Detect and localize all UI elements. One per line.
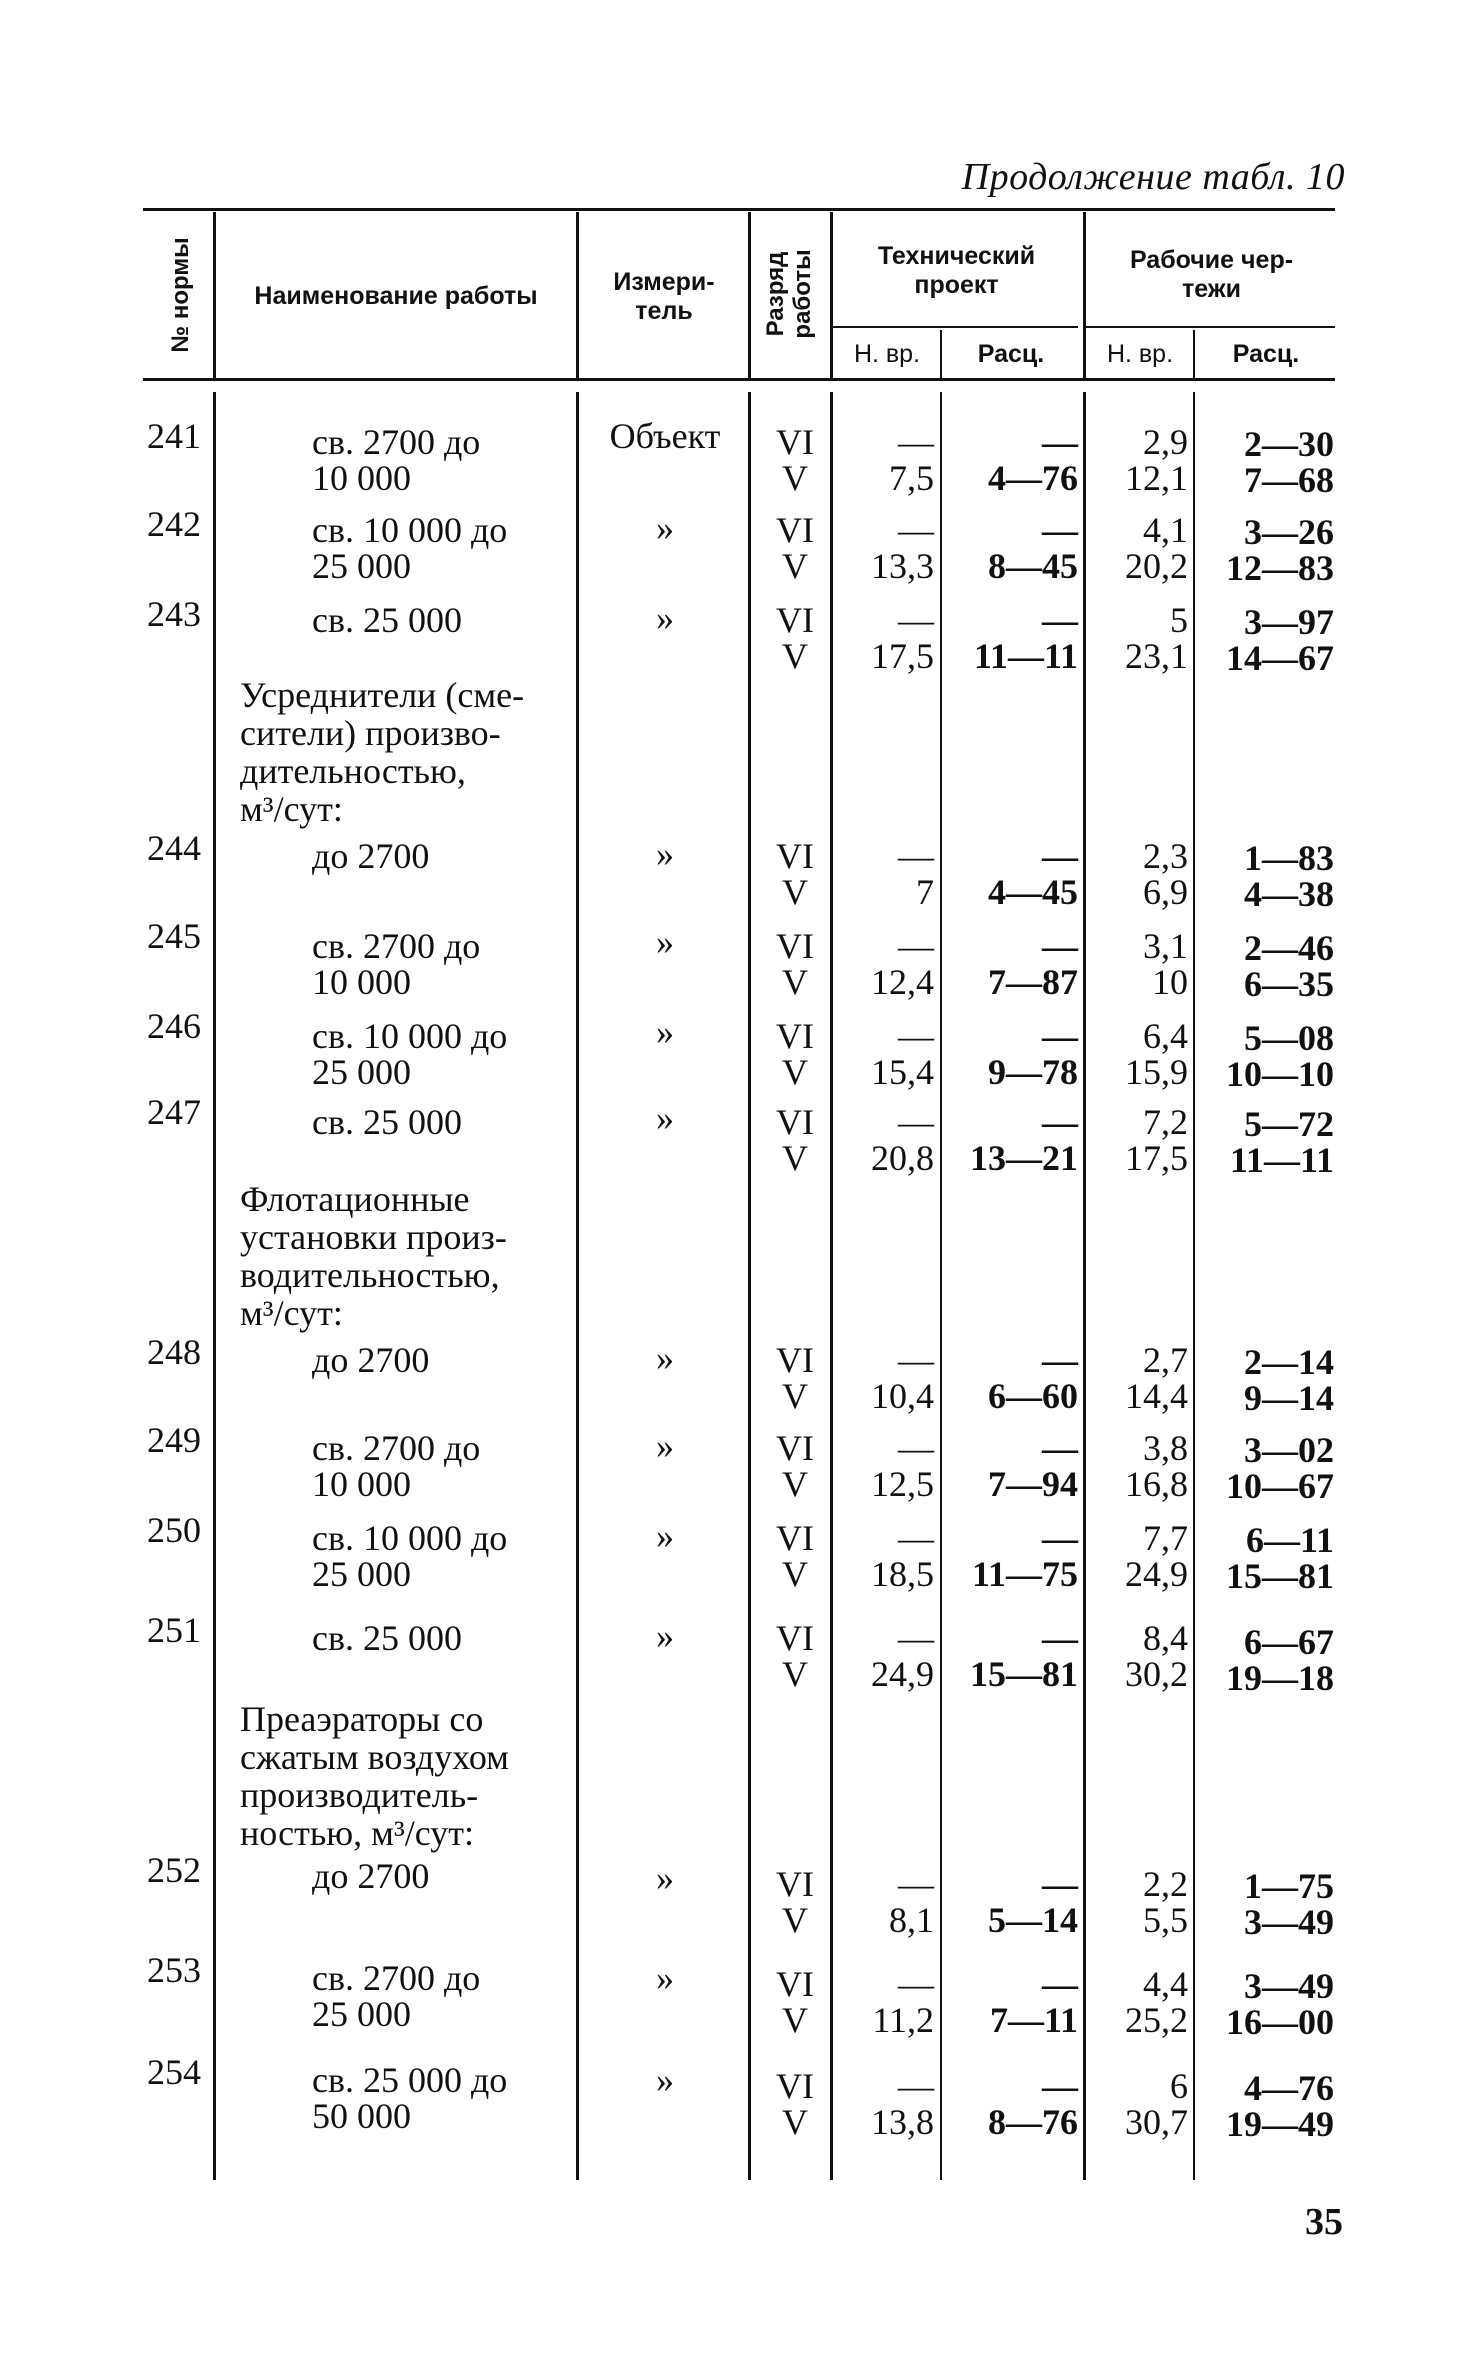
row-unit: Объект xyxy=(609,416,721,456)
row-name: до 2700 xyxy=(312,1856,430,1896)
row-tech-norm: — 7 xyxy=(898,836,934,912)
header-work-norm: Н. вр. xyxy=(1106,340,1174,368)
page-number: 35 xyxy=(1305,2201,1343,2243)
row-work-norm: 6,4 15,9 xyxy=(1125,1016,1188,1092)
row-work-norm: 3,1 10 xyxy=(1143,926,1188,1002)
row-unit: » xyxy=(656,1012,674,1052)
row-tech-rate: — 7—11 xyxy=(989,1964,1078,2040)
header-rank-line1: Разряд xyxy=(762,251,789,337)
row-tech-norm: — 10,4 xyxy=(871,1340,934,1416)
row-work-norm: 2,2 5,5 xyxy=(1143,1864,1188,1940)
row-work-norm: 7,2 17,5 xyxy=(1125,1102,1188,1178)
row-name: св. 2700 до 25 000 xyxy=(312,1958,481,2034)
row-tech-rate: — 11—75 xyxy=(971,1518,1078,1594)
row-work-norm: 7,7 24,9 xyxy=(1125,1518,1188,1594)
header-divider-3 xyxy=(748,212,751,378)
row-name: св. 25 000 xyxy=(312,1618,462,1658)
row-number: 244 xyxy=(147,828,201,868)
row-tech-rate: — 6—60 xyxy=(988,1340,1078,1416)
row-name: св. 10 000 до 25 000 xyxy=(312,1016,508,1092)
row-work-rate: 3—97 14—67 xyxy=(1226,602,1334,678)
row-work-rate: 1—83 4—38 xyxy=(1244,838,1334,914)
row-work-rate: 2—14 9—14 xyxy=(1244,1342,1334,1418)
header-tech-line1: Технический xyxy=(877,242,1036,270)
row-work-norm: 4,1 20,2 xyxy=(1125,510,1188,586)
row-number: 253 xyxy=(147,1950,201,1990)
header-work-line1: Рабочие чер- xyxy=(1129,246,1294,274)
header-divider-2 xyxy=(576,212,579,378)
row-tech-norm: — 18,5 xyxy=(871,1518,934,1594)
row-work-rate: 4—76 19—49 xyxy=(1226,2068,1334,2144)
row-unit: » xyxy=(656,1338,674,1378)
group-heading: Флотационные установки произ- водительностью, м³/сут: xyxy=(240,1179,507,1333)
row-work-norm: 2,7 14,4 xyxy=(1125,1340,1188,1416)
table-top-rule xyxy=(143,208,1335,211)
row-tech-norm: — 11,2 xyxy=(872,1964,934,2040)
row-tech-rate: — 4—45 xyxy=(988,836,1078,912)
row-work-norm: 2,9 12,1 xyxy=(1125,422,1188,498)
row-unit: » xyxy=(656,1958,674,1998)
row-work-rate: 1—75 3—49 xyxy=(1244,1866,1334,1942)
row-name: св. 10 000 до 25 000 xyxy=(312,1518,508,1594)
row-number: 243 xyxy=(147,594,201,634)
header-bottom-rule xyxy=(143,378,1335,381)
body-divider-1 xyxy=(213,392,216,2180)
row-tech-rate: — 15—81 xyxy=(970,1618,1078,1694)
body-divider-5 xyxy=(940,392,942,2180)
row-tech-rate: — 7—94 xyxy=(988,1428,1078,1504)
header-work-line2: тежи xyxy=(1182,275,1241,303)
row-name: св. 10 000 до 25 000 xyxy=(312,510,508,586)
row-ranks: VI V xyxy=(776,1618,814,1694)
header-sub-rule-tech xyxy=(833,326,1078,328)
row-name: до 2700 xyxy=(312,1340,430,1380)
row-tech-norm: — 8,1 xyxy=(889,1864,934,1940)
row-number: 245 xyxy=(147,916,201,956)
row-unit: » xyxy=(656,922,674,962)
row-number: 251 xyxy=(147,1610,201,1650)
row-tech-rate: — 8—45 xyxy=(988,510,1078,586)
row-work-norm: 3,8 16,8 xyxy=(1125,1428,1188,1504)
header-tech-line2: проект xyxy=(914,271,999,299)
row-work-rate: 6—67 19—18 xyxy=(1226,1622,1334,1698)
row-ranks: VI V xyxy=(776,600,814,676)
row-tech-norm: — 20,8 xyxy=(871,1102,934,1178)
row-tech-norm: — 7,5 xyxy=(889,422,934,498)
row-tech-norm: — 13,8 xyxy=(871,2066,934,2142)
row-work-rate: 3—49 16—00 xyxy=(1226,1966,1334,2042)
header-sub-divider-tech xyxy=(940,330,942,378)
row-unit: » xyxy=(656,1098,674,1138)
row-tech-norm: — 12,5 xyxy=(871,1428,934,1504)
row-ranks: VI V xyxy=(776,1864,814,1940)
row-name: св. 25 000 xyxy=(312,1102,462,1142)
row-number: 247 xyxy=(147,1092,201,1132)
row-ranks: VI V xyxy=(776,1428,814,1504)
row-tech-rate: — 9—78 xyxy=(988,1016,1078,1092)
header-unit-line2: тель xyxy=(635,297,693,325)
row-work-norm: 2,3 6,9 xyxy=(1143,836,1188,912)
body-divider-3 xyxy=(748,392,751,2180)
row-ranks: VI V xyxy=(776,1964,814,2040)
row-unit: » xyxy=(656,1516,674,1556)
header-tech-norm: Н. вр. xyxy=(853,340,921,368)
row-tech-norm: — 12,4 xyxy=(871,926,934,1002)
row-work-rate: 3—02 10—67 xyxy=(1226,1430,1334,1506)
row-work-norm: 4,4 25,2 xyxy=(1125,1964,1188,2040)
row-work-rate: 2—30 7—68 xyxy=(1244,424,1334,500)
header-divider-5 xyxy=(1083,212,1086,378)
row-number: 252 xyxy=(147,1850,201,1890)
row-ranks: VI V xyxy=(776,836,814,912)
row-unit: » xyxy=(656,2060,674,2100)
body-divider-7 xyxy=(1193,392,1195,2180)
row-number: 246 xyxy=(147,1006,201,1046)
row-work-rate: 2—46 6—35 xyxy=(1244,928,1334,1004)
row-tech-rate: — 5—14 xyxy=(988,1864,1078,1940)
row-work-norm: 6 30,7 xyxy=(1125,2066,1188,2142)
row-ranks: VI V xyxy=(776,422,814,498)
row-ranks: VI V xyxy=(776,2066,814,2142)
header-rank xyxy=(762,229,818,359)
group-heading: Преаэраторы со сжатым воздухом производитель- ностью, м³/сут: xyxy=(240,1699,509,1853)
header-name: Наименование работы xyxy=(254,282,538,310)
header-unit xyxy=(580,268,748,326)
row-work-norm: 8,4 30,2 xyxy=(1125,1618,1188,1694)
row-number: 249 xyxy=(147,1420,201,1460)
row-unit: » xyxy=(656,1426,674,1466)
row-name: св. 2700 до 10 000 xyxy=(312,1428,481,1504)
row-name: св. 2700 до 10 000 xyxy=(312,422,481,498)
row-tech-norm: — 13,3 xyxy=(871,510,934,586)
row-tech-norm: — 17,5 xyxy=(871,600,934,676)
header-unit-line1: Измери- xyxy=(613,268,715,296)
row-ranks: VI V xyxy=(776,1102,814,1178)
row-tech-rate: — 11—11 xyxy=(973,600,1078,676)
group-heading: Усреднители (сме- сители) произво- дительностью, м³/сут: xyxy=(240,675,525,829)
row-unit: » xyxy=(656,1616,674,1656)
row-tech-norm: — 24,9 xyxy=(871,1618,934,1694)
row-number: 248 xyxy=(147,1332,201,1372)
header-sub-divider-work xyxy=(1193,330,1195,378)
row-name: св. 25 000 xyxy=(312,600,462,640)
table-caption: Продолжение табл. 10 xyxy=(961,156,1345,198)
row-tech-rate: — 8—76 xyxy=(988,2066,1078,2142)
row-number: 250 xyxy=(147,1510,201,1550)
row-unit: » xyxy=(656,1858,674,1898)
row-name: св. 2700 до 10 000 xyxy=(312,926,481,1002)
header-tech-group xyxy=(835,242,1078,300)
row-ranks: VI V xyxy=(776,1340,814,1416)
row-name: св. 25 000 до 50 000 xyxy=(312,2060,508,2136)
row-work-norm: 5 23,1 xyxy=(1125,600,1188,676)
row-ranks: VI V xyxy=(776,1518,814,1594)
row-number: 254 xyxy=(147,2052,201,2092)
row-tech-norm: — 15,4 xyxy=(871,1016,934,1092)
header-sub-rule-work xyxy=(1085,326,1335,328)
header-rank-line2: работы xyxy=(789,249,816,339)
row-tech-rate: — 4—76 xyxy=(988,422,1078,498)
row-number: 241 xyxy=(147,416,201,456)
header-divider-1 xyxy=(213,212,216,378)
row-tech-rate: — 13—21 xyxy=(970,1102,1078,1178)
row-work-rate: 3—26 12—83 xyxy=(1226,512,1334,588)
header-work-rate: Расц. xyxy=(1232,340,1300,368)
header-divider-4 xyxy=(830,212,833,378)
row-ranks: VI V xyxy=(776,510,814,586)
row-work-rate: 6—11 15—81 xyxy=(1226,1520,1334,1596)
header-number: № нормы xyxy=(167,237,194,353)
row-ranks: VI V xyxy=(776,926,814,1002)
header-work-group xyxy=(1088,246,1335,304)
row-unit: » xyxy=(656,598,674,638)
row-work-rate: 5—72 11—11 xyxy=(1229,1104,1334,1180)
body-divider-2 xyxy=(576,392,579,2180)
row-number: 242 xyxy=(147,504,201,544)
row-name: до 2700 xyxy=(312,836,430,876)
header-tech-rate: Расц. xyxy=(977,340,1045,368)
row-unit: » xyxy=(656,508,674,548)
row-ranks: VI V xyxy=(776,1016,814,1092)
row-tech-rate: — 7—87 xyxy=(988,926,1078,1002)
row-work-rate: 5—08 10—10 xyxy=(1226,1018,1334,1094)
row-unit: » xyxy=(656,834,674,874)
